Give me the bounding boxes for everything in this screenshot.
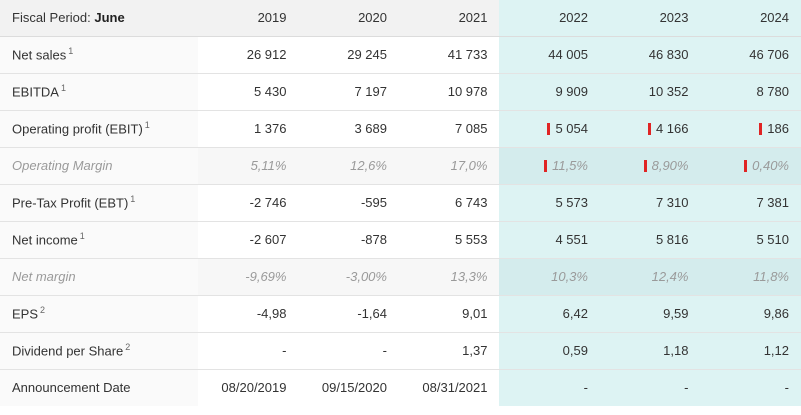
cell-2023 — [600, 147, 701, 184]
column-header-year-2021: 2021 — [399, 0, 500, 36]
cell-2024 — [700, 369, 801, 406]
row-label — [0, 110, 198, 147]
cell-2019 — [198, 110, 299, 147]
cell-value: 5 573 — [555, 195, 588, 210]
cell-2022 — [499, 147, 600, 184]
row-label-text: Operating Margin — [12, 158, 113, 173]
cell-2021 — [399, 110, 500, 147]
column-header-year-2024: 2024 — [700, 0, 801, 36]
cell-value: -2 746 — [249, 195, 287, 210]
cell-2024 — [700, 147, 801, 184]
cell-2023 — [600, 258, 701, 295]
row-label-footnote: 1 — [60, 83, 66, 94]
row-label — [0, 369, 198, 406]
cell-value: 08/20/2019 — [221, 380, 287, 396]
cell-value: - — [583, 380, 588, 396]
table-row — [0, 258, 801, 295]
column-header-year-2023: 2023 — [600, 0, 701, 36]
decline-marker-icon — [744, 160, 747, 172]
cell-value: 9,86 — [763, 306, 789, 321]
row-label-text: Net sales — [12, 47, 67, 63]
cell-value: 26 912 — [246, 47, 287, 62]
cell-2024 — [700, 258, 801, 295]
cell-value: 5 816 — [655, 232, 689, 247]
row-label — [0, 295, 198, 332]
cell-2021 — [399, 221, 500, 258]
cell-value: 17,0% — [450, 158, 488, 173]
fiscal-period-label: Fiscal Period: — [12, 10, 91, 26]
cell-2021 — [399, 258, 500, 295]
fiscal-period-value: June — [94, 10, 125, 26]
cell-2024 — [700, 332, 801, 369]
cell-value: - — [382, 343, 387, 358]
cell-value: 4 166 — [655, 121, 689, 136]
table-row — [0, 73, 801, 110]
cell-2022 — [499, 258, 600, 295]
decline-marker-icon — [544, 160, 547, 172]
cell-value: 9,59 — [663, 306, 689, 321]
cell-2019 — [198, 258, 299, 295]
column-header-year-2020: 2020 — [298, 0, 399, 36]
cell-2023 — [600, 110, 701, 147]
cell-value: 9 909 — [555, 84, 588, 99]
cell-2021 — [399, 295, 500, 332]
cell-2023 — [600, 332, 701, 369]
row-label-footnote: 2 — [40, 305, 46, 316]
cell-value: 29 245 — [347, 47, 387, 62]
row-label — [0, 36, 198, 73]
table-row — [0, 110, 801, 147]
cell-2020 — [298, 147, 399, 184]
cell-value: 6 743 — [454, 195, 488, 210]
cell-value: 3 689 — [354, 121, 387, 136]
cell-2020 — [298, 332, 399, 369]
cell-value: 7 381 — [756, 195, 789, 210]
cell-value: 7 085 — [454, 121, 488, 136]
row-label-text: Dividend per Share — [12, 343, 124, 359]
column-header-year-2022: 2022 — [499, 0, 600, 36]
cell-value: 7 197 — [354, 84, 387, 99]
cell-2022 — [499, 295, 600, 332]
row-label-footnote: 1 — [68, 46, 74, 57]
row-label-text: Operating profit (EBIT) — [12, 121, 143, 137]
cell-2024 — [700, 73, 801, 110]
cell-value: 5 510 — [756, 232, 789, 247]
row-label — [0, 184, 198, 221]
row-label-text: Net margin — [12, 269, 76, 284]
cell-2020 — [298, 184, 399, 221]
cell-value: 5 054 — [555, 121, 588, 136]
cell-value: 1,37 — [462, 343, 488, 358]
cell-value: -4,98 — [256, 306, 287, 321]
cell-value: 10,3% — [551, 269, 588, 284]
cell-2024 — [700, 221, 801, 258]
cell-2020 — [298, 36, 399, 73]
decline-marker-icon — [648, 123, 651, 135]
decline-marker-icon — [547, 123, 550, 135]
cell-2023 — [600, 221, 701, 258]
row-label-footnote: 1 — [130, 194, 136, 205]
cell-value: 11,8% — [753, 269, 789, 284]
cell-2019 — [198, 73, 299, 110]
row-label — [0, 221, 198, 258]
cell-value: -3,00% — [345, 269, 387, 284]
cell-2020 — [298, 221, 399, 258]
table-row — [0, 147, 801, 184]
cell-value: - — [282, 343, 287, 358]
cell-value: -9,69% — [245, 269, 287, 284]
cell-2024 — [700, 110, 801, 147]
cell-2022 — [499, 332, 600, 369]
row-label-text: Announcement Date — [12, 380, 131, 396]
cell-value: 7 310 — [655, 195, 689, 210]
cell-value: 10 352 — [648, 84, 689, 99]
cell-2019 — [198, 295, 299, 332]
row-label — [0, 73, 198, 110]
cell-2019 — [198, 332, 299, 369]
cell-value: -595 — [360, 195, 387, 210]
table-row — [0, 184, 801, 221]
cell-2019 — [198, 36, 299, 73]
cell-2020 — [298, 258, 399, 295]
cell-2023 — [600, 73, 701, 110]
cell-value: 9,01 — [462, 306, 488, 321]
cell-value: 1,18 — [663, 343, 689, 358]
row-label-text: EPS — [12, 306, 39, 322]
cell-2022 — [499, 73, 600, 110]
cell-2021 — [399, 147, 500, 184]
cell-2024 — [700, 295, 801, 332]
table-row — [0, 221, 801, 258]
cell-value: 46 830 — [648, 47, 689, 62]
cell-value: 08/31/2021 — [422, 380, 488, 396]
row-label — [0, 258, 198, 295]
cell-2020 — [298, 295, 399, 332]
cell-2019 — [198, 221, 299, 258]
cell-value: 1 376 — [253, 121, 287, 136]
cell-2023 — [600, 184, 701, 221]
cell-2021 — [399, 73, 500, 110]
cell-value: 186 — [767, 121, 789, 136]
cell-value: 09/15/2020 — [321, 380, 387, 396]
cell-value: 5 553 — [454, 232, 488, 247]
cell-value: 5,11% — [250, 158, 287, 173]
fiscal-period-header — [0, 0, 198, 36]
table-header-row — [0, 0, 801, 36]
cell-value: 0,40% — [752, 158, 789, 173]
cell-2020 — [298, 73, 399, 110]
row-label — [0, 147, 198, 184]
row-label — [0, 332, 198, 369]
cell-value: 4 551 — [555, 232, 588, 247]
table-header — [0, 0, 801, 36]
cell-value: 8,90% — [651, 158, 689, 173]
cell-value: 1,12 — [763, 343, 789, 358]
cell-2021 — [399, 36, 500, 73]
table-body — [0, 36, 801, 406]
cell-2021 — [399, 184, 500, 221]
cell-2019 — [198, 147, 299, 184]
table-row — [0, 369, 801, 406]
cell-value: 12,6% — [350, 158, 387, 173]
cell-value: 8 780 — [756, 84, 789, 99]
cell-2023 — [600, 36, 701, 73]
cell-2020 — [298, 369, 399, 406]
cell-2024 — [700, 184, 801, 221]
row-label-text: Pre-Tax Profit (EBT) — [12, 195, 129, 211]
cell-2022 — [499, 369, 600, 406]
table-row — [0, 332, 801, 369]
table-row — [0, 36, 801, 73]
decline-marker-icon — [759, 123, 762, 135]
cell-2019 — [198, 369, 299, 406]
cell-2024 — [700, 36, 801, 73]
row-label-footnote: 1 — [79, 231, 85, 242]
cell-2022 — [499, 36, 600, 73]
cell-2022 — [499, 184, 600, 221]
cell-2021 — [399, 369, 500, 406]
cell-value: 6,42 — [562, 306, 588, 321]
cell-value: -1,64 — [357, 306, 387, 321]
decline-marker-icon — [644, 160, 647, 172]
cell-2020 — [298, 110, 399, 147]
cell-2023 — [600, 295, 701, 332]
cell-value: 5 430 — [253, 84, 287, 99]
column-header-year-2019: 2019 — [198, 0, 299, 36]
cell-value: - — [784, 380, 789, 396]
table-row — [0, 295, 801, 332]
row-label-text: Net income — [12, 232, 78, 248]
cell-2022 — [499, 110, 600, 147]
cell-value: 12,4% — [651, 269, 689, 284]
cell-value: - — [684, 380, 689, 396]
cell-value: 11,5% — [552, 158, 588, 173]
cell-2023 — [600, 369, 701, 406]
cell-2022 — [499, 221, 600, 258]
cell-2019 — [198, 184, 299, 221]
row-label-footnote: 2 — [125, 342, 131, 353]
cell-value: -878 — [360, 232, 387, 247]
cell-value: -2 607 — [249, 232, 287, 247]
cell-value: 10 978 — [447, 84, 488, 99]
cell-value: 0,59 — [562, 343, 588, 358]
cell-value: 13,3% — [450, 269, 488, 284]
cell-value: 41 733 — [447, 47, 488, 62]
cell-value: 44 005 — [548, 47, 588, 62]
cell-value: 46 706 — [749, 47, 789, 62]
row-label-text: EBITDA — [12, 84, 59, 100]
cell-2021 — [399, 332, 500, 369]
row-label-footnote: 1 — [144, 120, 150, 131]
